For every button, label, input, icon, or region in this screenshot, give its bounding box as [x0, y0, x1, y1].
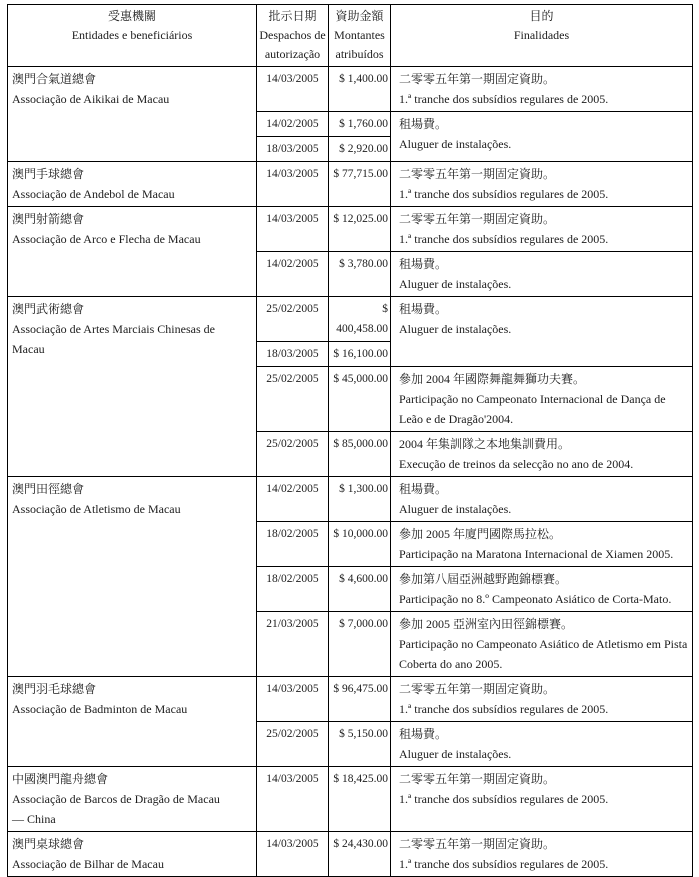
entity-name-pt: Associação de Barcos de Dragão de Macau — [12, 792, 220, 806]
purpose-line-zh: 參加 2005 亞洲室內田徑錦標賽。 — [399, 617, 574, 631]
purpose-line-pt: 1.ª tranche dos subsídios regulares de 2005. — [399, 187, 609, 201]
table-row — [8, 767, 693, 832]
purpose-cell — [391, 722, 693, 767]
header-zh: 目的 — [529, 9, 554, 23]
purpose-line-pt: 1.ª tranche dos subsídios regulares de 2005. — [399, 857, 609, 871]
entity-name-pt: Associação de Bilhar de Macau — [12, 857, 164, 871]
entity-name-zh: 澳門田徑總會 — [12, 482, 85, 496]
authorization-date-cell: 14/02/2005 — [257, 252, 329, 297]
purpose-cell — [391, 832, 693, 877]
amount-cell: $ 4,600.00 — [329, 567, 391, 612]
authorization-date-cell: 14/03/2005 — [257, 767, 329, 832]
authorization-date-cell: 25/02/2005 — [257, 432, 329, 477]
header-cell-dates — [257, 5, 329, 67]
purpose-line-pt: 1.ª tranche dos subsídios regulares de 2005. — [399, 232, 609, 246]
amount-cell: $ 16,100.00 — [329, 342, 391, 367]
authorization-date-cell: 18/03/2005 — [257, 342, 329, 367]
purpose-cell — [391, 612, 693, 677]
table-row — [8, 207, 693, 252]
authorization-date-cell: 14/02/2005 — [257, 112, 329, 137]
amount-cell: $ 1,760.00 — [329, 112, 391, 137]
amount-cell: $ 2,920.00 — [329, 137, 391, 162]
entity-name-zh: 澳門桌球總會 — [12, 837, 85, 851]
table-row — [8, 297, 693, 342]
amount-cell: $ 5,150.00 — [329, 722, 391, 767]
purpose-line-pt: Participação no Campeonato Asiático de Atletismo em Pista Coberta do ano 2005. — [399, 637, 688, 671]
authorization-date-cell: 14/03/2005 — [257, 67, 329, 112]
subsidy-table — [7, 4, 693, 877]
entity-name-zh: 中國澳門龍舟總會 — [12, 772, 109, 786]
entity-name-pt: Associação de Atletismo de Macau — [12, 502, 181, 516]
entity-cell — [8, 677, 257, 767]
authorization-date-cell: 25/02/2005 — [257, 297, 329, 342]
entity-name-pt: Associação de Artes Marciais Chinesas de Macau — [12, 322, 215, 356]
table-row — [8, 677, 693, 722]
header-pt: Entidades e beneficiários — [71, 28, 193, 42]
entity-cell — [8, 477, 257, 677]
table-row — [8, 477, 693, 522]
purpose-cell — [391, 252, 693, 297]
authorization-date-cell: 14/03/2005 — [257, 832, 329, 877]
amount-cell: $ 96,475.00 — [329, 677, 391, 722]
header-row — [8, 5, 693, 67]
amount-cell: $ 85,000.00 — [329, 432, 391, 477]
entity-cell — [8, 162, 257, 207]
authorization-date-cell: 14/03/2005 — [257, 207, 329, 252]
header-pt: autorização — [264, 47, 321, 61]
purpose-cell — [391, 367, 693, 432]
entity-cell — [8, 832, 257, 877]
header-pt: Despachos de — [259, 28, 326, 42]
authorization-date-cell: 25/02/2005 — [257, 722, 329, 767]
header-pt: Finalidades — [513, 28, 570, 42]
header-zh: 批示日期 — [268, 9, 317, 23]
entity-name-zh: 澳門合氣道總會 — [12, 72, 97, 86]
amount-cell: $ 24,430.00 — [329, 832, 391, 877]
purpose-cell — [391, 522, 693, 567]
table-header — [8, 5, 693, 67]
purpose-cell — [391, 297, 693, 367]
entity-name-zh: 澳門手球總會 — [12, 167, 85, 181]
purpose-line-zh: 參加 2004 年國際舞龍舞獅功夫賽。 — [399, 372, 586, 386]
entity-name-zh: 澳門武術總會 — [12, 302, 85, 316]
purpose-line-pt: Aluguer de instalações. — [399, 277, 512, 291]
purpose-line-pt: Participação na Maratona Internacional de Xiamen 2005. — [399, 547, 674, 561]
purpose-line-zh: 二零零五年第一期固定資助。 — [399, 167, 556, 181]
entity-name-zh: 澳門羽毛球總會 — [12, 682, 97, 696]
purpose-line-zh: 二零零五年第一期固定資助。 — [399, 772, 556, 786]
purpose-line-pt: Aluguer de instalações. — [399, 747, 512, 761]
amount-cell: $ 18,425.00 — [329, 767, 391, 832]
table-row — [8, 162, 693, 207]
purpose-line-pt: 1.ª tranche dos subsídios regulares de 2005. — [399, 792, 609, 806]
header-cell-amounts — [329, 5, 391, 67]
purpose-line-pt: Participação no Campeonato Internacional de Dança de Leão e de Dragão'2004. — [399, 392, 666, 426]
purpose-line-zh: 租場費。 — [399, 302, 448, 316]
entity-name-pt: Associação de Andebol de Macau — [12, 187, 175, 201]
entity-cell — [8, 297, 257, 477]
purpose-cell — [391, 677, 693, 722]
authorization-date-cell: 18/03/2005 — [257, 137, 329, 162]
amount-cell: $ 12,025.00 — [329, 207, 391, 252]
authorization-date-cell: 14/03/2005 — [257, 162, 329, 207]
purpose-cell — [391, 112, 693, 162]
purpose-line-pt: Aluguer de instalações. — [399, 322, 512, 336]
purpose-line-zh: 參加第八屆亞洲越野跑錦標賽。 — [399, 572, 568, 586]
entity-name-pt: Associação de Aikikai de Macau — [12, 92, 170, 106]
header-cell-purposes — [391, 5, 693, 67]
amount-cell: $ 1,300.00 — [329, 477, 391, 522]
entity-name-zh: 澳門射箭總會 — [12, 212, 85, 226]
purpose-cell — [391, 162, 693, 207]
header-zh: 資助金額 — [335, 9, 384, 23]
purpose-line-zh: 租場費。 — [399, 727, 448, 741]
header-pt: atribuídos — [335, 47, 384, 61]
entity-cell — [8, 207, 257, 297]
purpose-cell — [391, 67, 693, 112]
entity-name-pt: Associação de Arco e Flecha de Macau — [12, 232, 201, 246]
authorization-date-cell: 14/02/2005 — [257, 477, 329, 522]
purpose-line-pt: Execução de treinos da selecção no ano de 2004. — [399, 457, 634, 471]
authorization-date-cell: 21/03/2005 — [257, 612, 329, 677]
purpose-line-pt: Participação no 8.º Campeonato Asiático de Corta-Mato. — [399, 592, 672, 606]
purpose-line-zh: 二零零五年第一期固定資助。 — [399, 212, 556, 226]
purpose-cell — [391, 567, 693, 612]
entity-cell — [8, 67, 257, 162]
header-pt: Montantes — [334, 28, 385, 42]
purpose-line-zh: 二零零五年第一期固定資助。 — [399, 837, 556, 851]
table-row — [8, 67, 693, 112]
purpose-line-zh: 二零零五年第一期固定資助。 — [399, 682, 556, 696]
purpose-cell — [391, 767, 693, 832]
purpose-cell — [391, 477, 693, 522]
authorization-date-cell: 18/02/2005 — [257, 522, 329, 567]
purpose-line-zh: 二零零五年第一期固定資助。 — [399, 72, 556, 86]
purpose-line-pt: Aluguer de instalações. — [399, 502, 512, 516]
purpose-line-pt: 1.ª tranche dos subsídios regulares de 2005. — [399, 702, 609, 716]
amount-cell: $ 400,458.00 — [329, 297, 391, 342]
purpose-line-zh: 租場費。 — [399, 482, 448, 496]
entity-name-pt: Associação de Badminton de Macau — [12, 702, 188, 716]
purpose-cell — [391, 432, 693, 477]
table-row — [8, 832, 693, 877]
amount-cell: $ 77,715.00 — [329, 162, 391, 207]
authorization-date-cell: 25/02/2005 — [257, 367, 329, 432]
amount-cell: $ 3,780.00 — [329, 252, 391, 297]
amount-cell: $ 7,000.00 — [329, 612, 391, 677]
table-body — [8, 67, 693, 877]
purpose-line-zh: 租場費。 — [399, 257, 448, 271]
amount-cell: $ 45,000.00 — [329, 367, 391, 432]
entity-name-pt: — China — [12, 812, 56, 826]
purpose-cell — [391, 207, 693, 252]
purpose-line-zh: 租場費。 — [399, 117, 448, 131]
purpose-line-zh: 2004 年集訓隊之本地集訓費用。 — [399, 437, 571, 451]
header-cell-entities — [8, 5, 257, 67]
entity-cell — [8, 767, 257, 832]
amount-cell: $ 10,000.00 — [329, 522, 391, 567]
purpose-line-zh: 參加 2005 年廈門國際馬拉松。 — [399, 527, 562, 541]
purpose-line-pt: Aluguer de instalações. — [399, 137, 512, 151]
purpose-line-pt: 1.ª tranche dos subsídios regulares de 2005. — [399, 92, 609, 106]
authorization-date-cell: 18/02/2005 — [257, 567, 329, 612]
authorization-date-cell: 14/03/2005 — [257, 677, 329, 722]
amount-cell: $ 1,400.00 — [329, 67, 391, 112]
header-zh: 受惠機關 — [107, 9, 156, 23]
